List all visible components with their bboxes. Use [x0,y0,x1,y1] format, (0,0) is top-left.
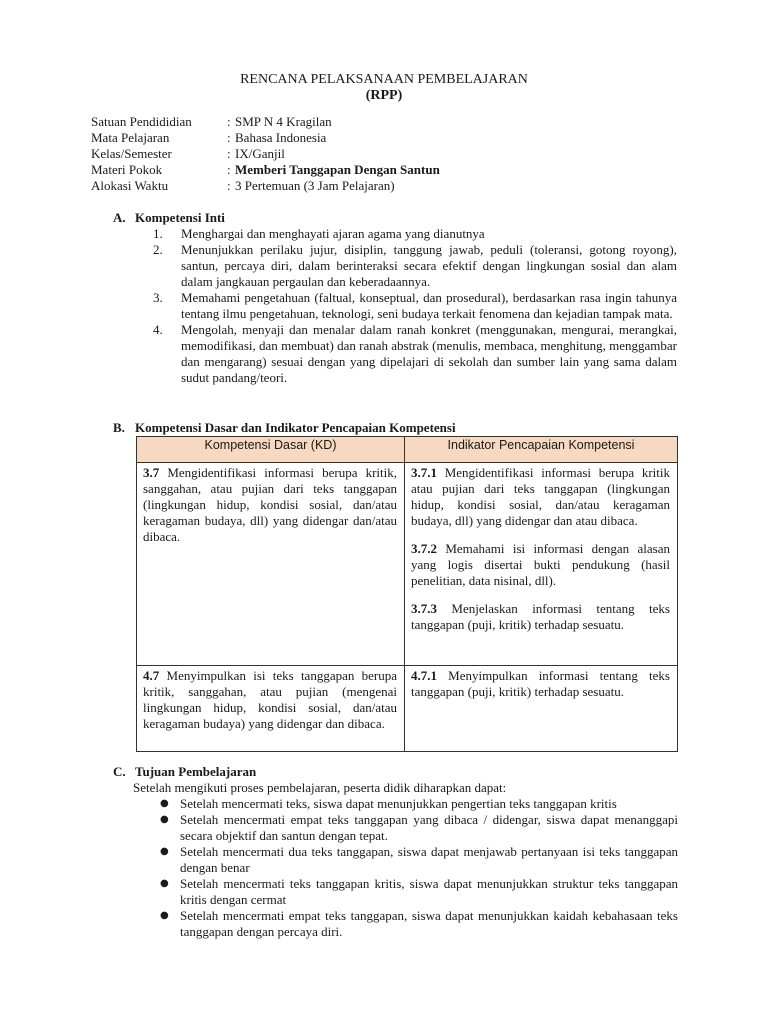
ipk-cell [405,666,678,752]
item-text: Setelah mencermati empat teks tanggapan yang dibaca / didengar, siswa dapat menanggapi secara objektif dan santun dengan tepat. [180,812,678,843]
list-item [153,242,677,290]
section-intro: Setelah mengikuti proses pembelajaran, peserta didik diharapkan dapat: [133,780,507,795]
list-item [160,876,678,908]
kd-description: Menyimpulkan isi teks tanggapan berupa kritik, sanggahan, atau pujian (mengenai lingkungan hidup, kondisi sosial, dan/atau keragaman budaya) yang didengar dan dibaca. [143,668,397,731]
item-text: Setelah mencermati teks, siswa dapat menunjukkan pengertian teks tanggapan kritis [180,796,617,811]
ipk-cell [405,463,678,666]
identity-row [91,178,440,194]
item-text: Menunjukkan perilaku jujur, disiplin, tanggung jawab, peduli (toleransi, gotong royong), santun, percaya diri, dalam berinteraksi secara efektif dengan lingkungan sosial dan alam dalam jangkauan pergaulan dan keberadaannya. [181,242,677,289]
ipk-code: 3.7.3 [411,601,437,616]
column-header-ipk: Indikator Pencapaian Kompetensi [405,437,678,463]
identity-colon: : [227,114,231,129]
list-item [160,908,678,940]
item-text: Memahami pengetahuan (faltual, konseptual, dan prosedural), berdasarkan rasa ingin tahunya tentang ilmu pengetahuan, teknologi, seni budaya terkait fenomena dan kejadian tampak mata. [181,290,677,321]
section-b-heading [113,420,456,436]
bullet-icon: ● [160,798,169,809]
column-header-kd: Kompetensi Dasar (KD) [137,437,405,463]
section-a-heading [113,210,225,226]
document-subtitle: (RPP) [365,88,403,103]
identity-row [91,162,440,178]
identity-row [91,114,440,130]
ipk-description: Mengidentifikasi informasi berupa kritik atau pujian dari teks tanggapan (lingkungan hidup, kondisi sosial, dan/atau keragaman budaya, dll) yang didengar dan atau dibaca. [411,465,670,528]
table-row [137,463,678,666]
identity-row [91,146,440,162]
section-letter: C. [113,764,126,779]
section-title: Kompetensi Dasar dan Indikator Pencapaian Kompetensi [135,420,456,435]
identity-block [91,114,440,194]
ipk-text [411,668,670,700]
bullet-icon: ● [160,878,169,889]
item-text: Menghargai dan menghayati ajaran agama yang dianutnya [181,226,485,241]
item-number: 4. [153,322,163,337]
document-title: RENCANA PELAKSANAAN PEMBELAJARAN [240,72,528,87]
ipk-code: 4.7.1 [411,668,437,683]
identity-label: Materi Pokok [91,162,163,177]
section-title: Kompetensi Inti [135,210,225,225]
identity-colon: : [227,162,231,177]
learning-goals-list [160,796,678,940]
identity-colon: : [227,130,231,145]
list-item [160,796,678,812]
ipk-code: 3.7.2 [411,541,437,556]
section-letter: B. [113,420,125,435]
ipk-description: Memahami isi informasi dengan alasan yang logis disertai bukti pendukung (hasil penelitian, data nisinal, dll). [411,541,670,588]
kd-cell [137,666,405,752]
table-header-row [137,437,678,463]
section-c-heading [113,764,256,780]
bullet-icon: ● [160,814,169,825]
table-row [137,666,678,752]
bullet-icon: ● [160,846,169,857]
item-text: Mengolah, menyaji dan menalar dalam ranah konkret (menggunakan, mengurai, merangkai, memodifikasi, dan membuat) dan ranah abstrak (menulis, membaca, menghitung, menggambar dan mengarang) sesuai dengan yang dipelajari di sekolah dan sumber lain yang sama dalam sudut pandang/teori. [181,322,677,385]
list-item [153,226,677,242]
identity-value: 3 Pertemuan (3 Jam Pelajaran) [235,178,395,193]
ipk-description: Menyimpulkan informasi tentang teks tanggapan (puji, kritik) terhadap sesuatu. [411,668,670,699]
core-competence-list [153,226,677,386]
item-text: Setelah mencermati teks tanggapan kritis, siswa dapat menunjukkan struktur teks tanggapan kritis dengan cermat [180,876,678,907]
ipk-text [411,465,670,529]
kd-text [143,668,397,732]
bullet-icon: ● [160,910,169,921]
item-number: 3. [153,290,163,305]
identity-label: Satuan Pendididian [91,114,192,129]
item-text: Setelah mencermati empat teks tanggapan, siswa dapat menunjukkan kaidah kebahasaan teks tanggapan dengan percaya diri. [180,908,678,939]
list-item [153,322,677,386]
competence-table [136,436,678,752]
identity-row [91,130,440,146]
item-text: Setelah mencermati dua teks tanggapan, siswa dapat menjawab pertanyaan isi teks tanggapan dengan benar [180,844,678,875]
section-letter: A. [113,210,126,225]
section-title: Tujuan Pembelajaran [135,764,257,779]
identity-label: Alokasi Waktu [91,178,169,193]
ipk-code: 3.7.1 [411,465,437,480]
identity-value: SMP N 4 Kragilan [235,114,332,129]
list-item [160,812,678,844]
list-item [160,844,678,876]
item-number: 1. [153,226,163,241]
identity-colon: : [227,146,231,161]
identity-label: Mata Pelajaran [91,130,170,145]
identity-colon: : [227,178,231,193]
identity-value: Memberi Tanggapan Dengan Santun [235,162,440,177]
kd-description: Mengidentifikasi informasi berupa kritik, sanggahan, atau pujian dari teks tanggapan (lingkungan hidup, kondisi sosial, dan/atau keragaman budaya, dll) yang didengar dan/atau dibaca. [143,465,397,544]
kd-code: 4.7 [143,668,160,683]
ipk-text [411,541,670,589]
kd-text [143,465,397,545]
list-item [153,290,677,322]
identity-value: Bahasa Indonesia [235,130,327,145]
item-number: 2. [153,242,163,257]
kd-cell [137,463,405,666]
kd-code: 3.7 [143,465,160,480]
identity-label: Kelas/Semester [91,146,172,161]
ipk-description: Menjelaskan informasi tentang teks tanggapan (puji, kritik) terhadap sesuatu. [411,601,670,632]
identity-value: IX/Ganjil [235,146,285,161]
ipk-text [411,601,670,633]
